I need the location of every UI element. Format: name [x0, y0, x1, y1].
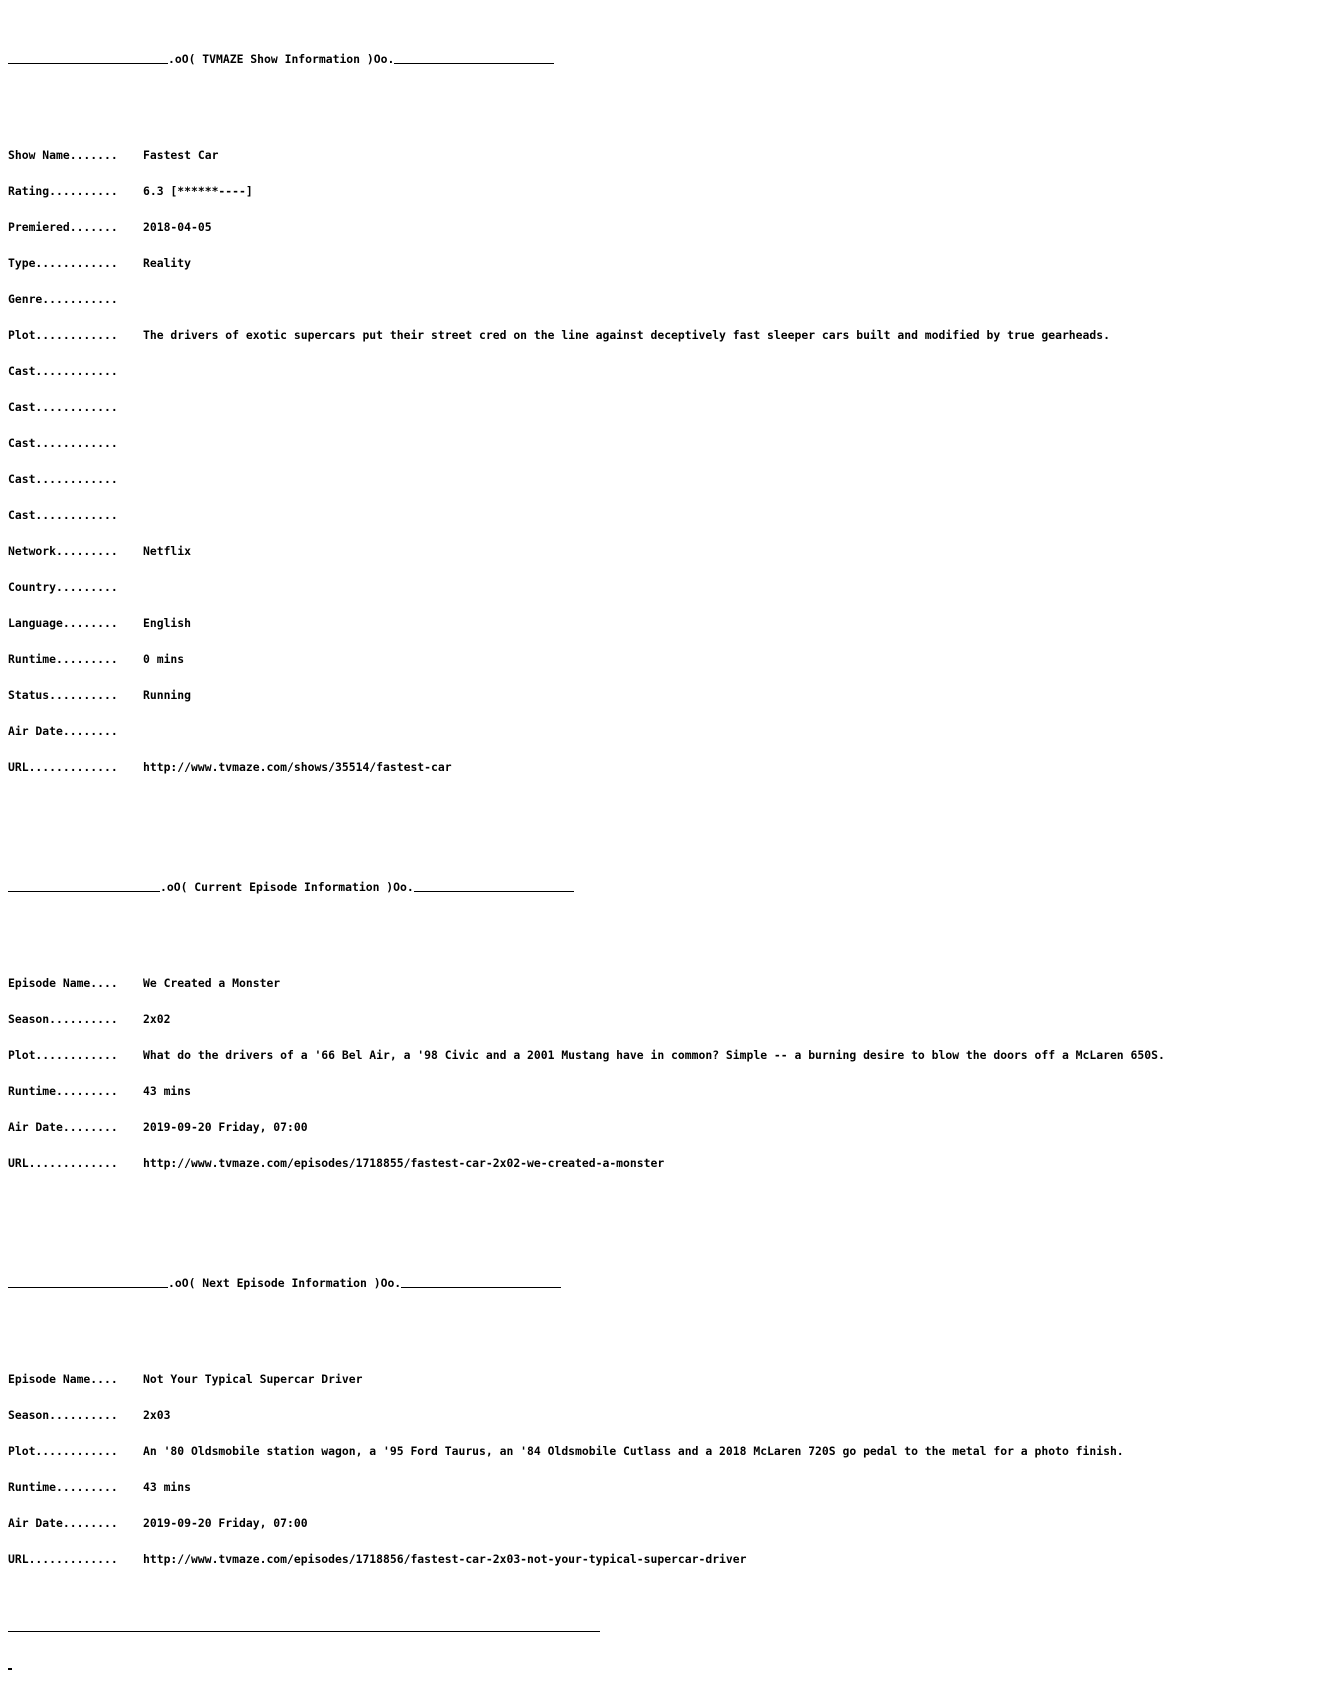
show-field-plot	[8, 329, 1342, 341]
current-episode-field-air-date	[8, 1121, 1342, 1133]
field-label: Rating..........	[8, 184, 118, 198]
show-field-genre	[8, 293, 1342, 305]
field-label: Season..........	[8, 1012, 118, 1026]
field-value: 2x03	[143, 1408, 171, 1422]
field-label: Plot............	[8, 1444, 118, 1458]
field-label: Cast............	[8, 436, 118, 450]
next-episode-section-header	[8, 1277, 1342, 1289]
field-label: Type............	[8, 256, 118, 270]
field-label: URL.............	[8, 1156, 118, 1170]
field-value: Running	[143, 688, 192, 702]
header-rule-left	[8, 63, 168, 64]
next-episode-url-link[interactable]: http://www.tvmaze.com/episodes/1718856/fastest-car-2x03-not-your-typical-supercar-driver	[143, 1552, 747, 1566]
field-label: Network.........	[8, 544, 118, 558]
show-url-link[interactable]: http://www.tvmaze.com/shows/35514/fastest-car	[143, 760, 452, 774]
header-rule-right	[401, 1287, 561, 1288]
field-value: We Created a Monster	[143, 976, 281, 990]
next-episode-field-runtime	[8, 1481, 1342, 1493]
spacer	[8, 917, 1342, 929]
current-episode-block	[8, 953, 1342, 1193]
header-rule-left	[8, 891, 160, 892]
show-field-network	[8, 545, 1342, 557]
show-field-show-name	[8, 149, 1342, 161]
field-label: Air Date........	[8, 1120, 118, 1134]
field-label: Episode Name....	[8, 976, 118, 990]
field-label: Cast............	[8, 508, 118, 522]
field-label: Runtime.........	[8, 1084, 118, 1098]
current-episode-url-link[interactable]: http://www.tvmaze.com/episodes/1718855/fastest-car-2x02-we-created-a-monster	[143, 1156, 665, 1170]
show-field-country	[8, 581, 1342, 593]
field-value: What do the drivers of a '66 Bel Air, a '98 Civic and a 2001 Mustang have in common? Simple -- a burning desire to blow the doors off a McLaren 650S.	[143, 1048, 1165, 1062]
field-label: Status..........	[8, 688, 118, 702]
header-rule-left	[8, 1287, 168, 1288]
field-label: Genre...........	[8, 292, 118, 306]
field-value: The drivers of exotic supercars put their street cred on the line against deceptively fast sleeper cars built and modified by true gearheads.	[143, 328, 1110, 342]
show-field-cast	[8, 473, 1342, 485]
field-value: 2019-09-20 Friday, 07:00	[143, 1120, 308, 1134]
show-field-rating	[8, 185, 1342, 197]
current-episode-field-plot	[8, 1049, 1342, 1061]
current-episode-section-header	[8, 881, 1342, 893]
field-label: Language........	[8, 616, 118, 630]
field-label: Runtime.........	[8, 652, 118, 666]
field-value: 43 mins	[143, 1480, 192, 1494]
field-label: Plot............	[8, 328, 118, 342]
field-label: Cast............	[8, 400, 118, 414]
field-label: URL.............	[8, 1552, 118, 1566]
field-label: URL.............	[8, 760, 118, 774]
next-episode-field-season	[8, 1409, 1342, 1421]
show-field-status	[8, 689, 1342, 701]
show-field-type	[8, 257, 1342, 269]
field-label: Country.........	[8, 580, 118, 594]
show-field-cast	[8, 509, 1342, 521]
current-episode-field-url	[8, 1157, 1342, 1169]
field-value: 2x02	[143, 1012, 171, 1026]
field-label: Episode Name....	[8, 1372, 118, 1386]
show-info-block	[8, 125, 1342, 797]
show-field-cast	[8, 437, 1342, 449]
show-field-runtime	[8, 653, 1342, 665]
spacer	[8, 1313, 1342, 1325]
spacer	[8, 821, 1342, 833]
rating-value: 6.3 [******----]	[143, 184, 253, 198]
field-value: 2019-09-20 Friday, 07:00	[143, 1516, 308, 1530]
field-value: English	[143, 616, 192, 630]
show-field-language	[8, 617, 1342, 629]
current-episode-field-runtime	[8, 1085, 1342, 1097]
show-field-premiered	[8, 221, 1342, 233]
field-label: Season..........	[8, 1408, 118, 1422]
footer-divider	[8, 1631, 600, 1632]
show-field-air-date	[8, 725, 1342, 737]
current-episode-field-season	[8, 1013, 1342, 1025]
field-value: Reality	[143, 256, 192, 270]
field-label: Plot............	[8, 1048, 118, 1062]
field-label: Cast............	[8, 472, 118, 486]
show-section-header	[8, 53, 1342, 65]
header-rule-right	[414, 891, 574, 892]
field-value: Fastest Car	[143, 148, 219, 162]
field-label: Runtime.........	[8, 1480, 118, 1494]
current-episode-field-name	[8, 977, 1342, 989]
show-field-url	[8, 761, 1342, 773]
field-label: Cast............	[8, 364, 118, 378]
current-episode-header-text: .oO( Current Episode Information )Oo.	[160, 880, 414, 894]
show-header-text: .oO( TVMAZE Show Information )Oo.	[168, 52, 395, 66]
text-cursor	[8, 1668, 12, 1670]
field-value: 2018-04-05	[143, 220, 212, 234]
next-episode-block	[8, 1349, 1342, 1589]
header-rule-right	[394, 63, 554, 64]
field-value: Netflix	[143, 544, 192, 558]
field-value: Not Your Typical Supercar Driver	[143, 1372, 363, 1386]
field-label: Show Name.......	[8, 148, 118, 162]
field-value: 0 mins	[143, 652, 185, 666]
field-value: 43 mins	[143, 1084, 192, 1098]
field-label: Air Date........	[8, 724, 118, 738]
field-label: Premiered.......	[8, 220, 118, 234]
next-episode-field-air-date	[8, 1517, 1342, 1529]
next-episode-field-plot	[8, 1445, 1342, 1457]
show-field-cast	[8, 401, 1342, 413]
terminal-output	[8, 5, 1342, 1682]
spacer	[8, 1217, 1342, 1229]
field-label: Air Date........	[8, 1516, 118, 1530]
spacer	[8, 89, 1342, 101]
next-episode-field-url	[8, 1553, 1342, 1565]
show-field-cast	[8, 365, 1342, 377]
next-episode-field-name	[8, 1373, 1342, 1385]
next-episode-header-text: .oO( Next Episode Information )Oo.	[168, 1276, 402, 1290]
field-value: An '80 Oldsmobile station wagon, a '95 Ford Taurus, an '84 Oldsmobile Cutlass and a 2018 McLaren 720S go pedal to the metal for a photo finish.	[143, 1444, 1124, 1458]
